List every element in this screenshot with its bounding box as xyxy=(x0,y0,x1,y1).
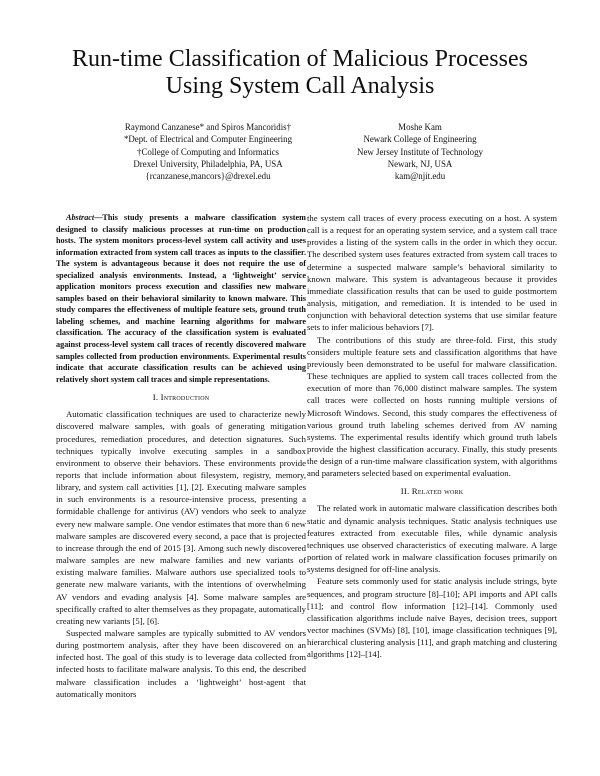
author-names: Moshe Kam xyxy=(398,122,442,132)
affiliation-line: *Dept. of Electrical and Computer Engineering xyxy=(123,134,293,145)
abstract-text: —This study presents a malware classification system designed to classify malicious processes at run-time on production hosts. The system monitors process-level system call activity and uses information extracted from system call traces as inputs to the classifier. The system is advantageous because it does not require the use of specialized analysis environments. Instead, a ‘lightweight’ service application monitors process execution and classifies new malware samples based on their behavioral similarity to known malware. This study compares the effectiveness of multiple feature sets, ground truth labeling schemes, and machine learning algorithms for malware classification. The accuracy of the classification system is evaluated against process-level system call traces of recently discovered malware samples collected from production environments. Experimental results indicate that accurate classification results can be achieved using relatively short system call traces and simple representations. xyxy=(56,213,306,384)
intro-paragraph-continued: the system call traces of every process executing on a host. A system call is a request for an operating system service, and a system call trace provides a listing of the system calls in the order in which they occur. The described system uses features extracted from system call traces to determine a suspected malware sample’s behavioral similarity to known malware. This system is advantageous because it provides immediate classification results that can be used to guide postmortem analysis, mitigation, and remediation. It is intended to be used in conjunction with behavioral detection systems that use similar feature sets to infer malicious behaviors [7]. xyxy=(307,213,557,333)
abstract xyxy=(56,212,306,385)
abstract-label: Abstract xyxy=(66,213,95,222)
affiliation-line: New Jersey Institute of Technology xyxy=(357,146,483,157)
title-line-2: Using System Call Analysis xyxy=(165,73,435,99)
intro-paragraph-2: Suspected malware samples are typically submitted to AV vendors during postmortem analysis, after they have been discovered on an infected host. The goal of this study is to leverage data collected from infected hosts to facilitate malware analysis. To this end, the described malware classification includes a ‘lightweight’ host-agent that automatically monitors xyxy=(56,628,306,699)
left-column xyxy=(56,212,306,700)
author-email: kam@njit.edu xyxy=(394,171,446,182)
author-block-right xyxy=(320,121,520,182)
affiliation-line: Newark College of Engineering xyxy=(363,134,477,145)
affiliation-line: †College of Computing and Informatics xyxy=(137,146,279,157)
section-heading-related-work: II. Related work xyxy=(400,486,464,497)
related-paragraph-1: The related work in automatic malware classification describes both static and dynamic analysis techniques. Static analysis techniques use features extracted from executable files, while dynamic analysis techniques use observed characteristics of executing malware. A large portion of related work in malware classification focuses primarily on systems designed for off-line analysis. xyxy=(307,503,557,575)
contributions-paragraph: The contributions of this study are three-fold. First, this study considers multiple feature sets and classification algorithms that have previously been demonstrated to be useful for malware classification. These techniques are applied to system call traces collected from the execution of more than 76,000 distinct malware samples. The system call traces were collected on hosts running multiple versions of Microsoft Windows. Second, this study compares the effectiveness of various ground truth labeling schemes derived from AV naming systems. The experimental results identify which ground truth labels provide the highest classification accuracy. Finally, this study presents the design of a run-time malware classification system, with algorithms and parameters selected based on experimental evaluation. xyxy=(307,334,557,479)
title-line-1: Run-time Classification of Malicious Processes xyxy=(72,46,528,72)
intro-paragraph-1: Automatic classification techniques are used to characterize newly discovered malware samples, with goals of generating mitigation procedures, remediation procedures, and detection signatures. Such techniques typically involve executing samples in a sandbox environment to observe their behaviors. These environments provide reports that include information about filesystem, registry, memory, library, and system call activities [1], [2]. Executing malware samples in such environments is a resource-intensive process, presenting a formidable challenge for antivirus (AV) vendors who seek to analyze every new malware sample. One vendor estimates that more than 6 new malware samples are discovered every second, a pace that is projected to increase through the end of 2015 [3]. Among such newly discovered malware samples are new malware families and new variants of existing malware families. Malware authors use specialized tools to generate new malware variants, with the intentions of overwhelming AV vendors and evading analysis [4]. Some malware samples are specifically crafted to alter themselves as they propagate, automatically creating new variants [5], [6]. xyxy=(56,409,306,626)
right-column xyxy=(307,212,557,660)
author-block-left xyxy=(88,121,328,182)
paper-title xyxy=(40,46,560,100)
author-email: {rcanzanese,mancors}@drexel.edu xyxy=(145,171,271,182)
section-heading-introduction: I. Introduction xyxy=(152,392,210,403)
affiliation-line: Drexel University, Philadelphia, PA, USA xyxy=(133,158,283,169)
related-paragraph-2: Feature sets commonly used for static analysis include strings, byte sequences, and program structure [8]–[10]; API imports and API calls [11]; and control flow information [12]–[14]. Commonly used classification algorithms include naïve Bayes, decision trees, support vector machines (SVMs) [8], [10], image classification techniques [9], hierarchical clustering analysis [11], and graph matching and clustering algorithms [12]–[14]. xyxy=(307,576,557,660)
author-names: Raymond Canzanese* and Spiros Mancoridis† xyxy=(124,122,292,132)
affiliation-line: Newark, NJ, USA xyxy=(387,158,453,169)
